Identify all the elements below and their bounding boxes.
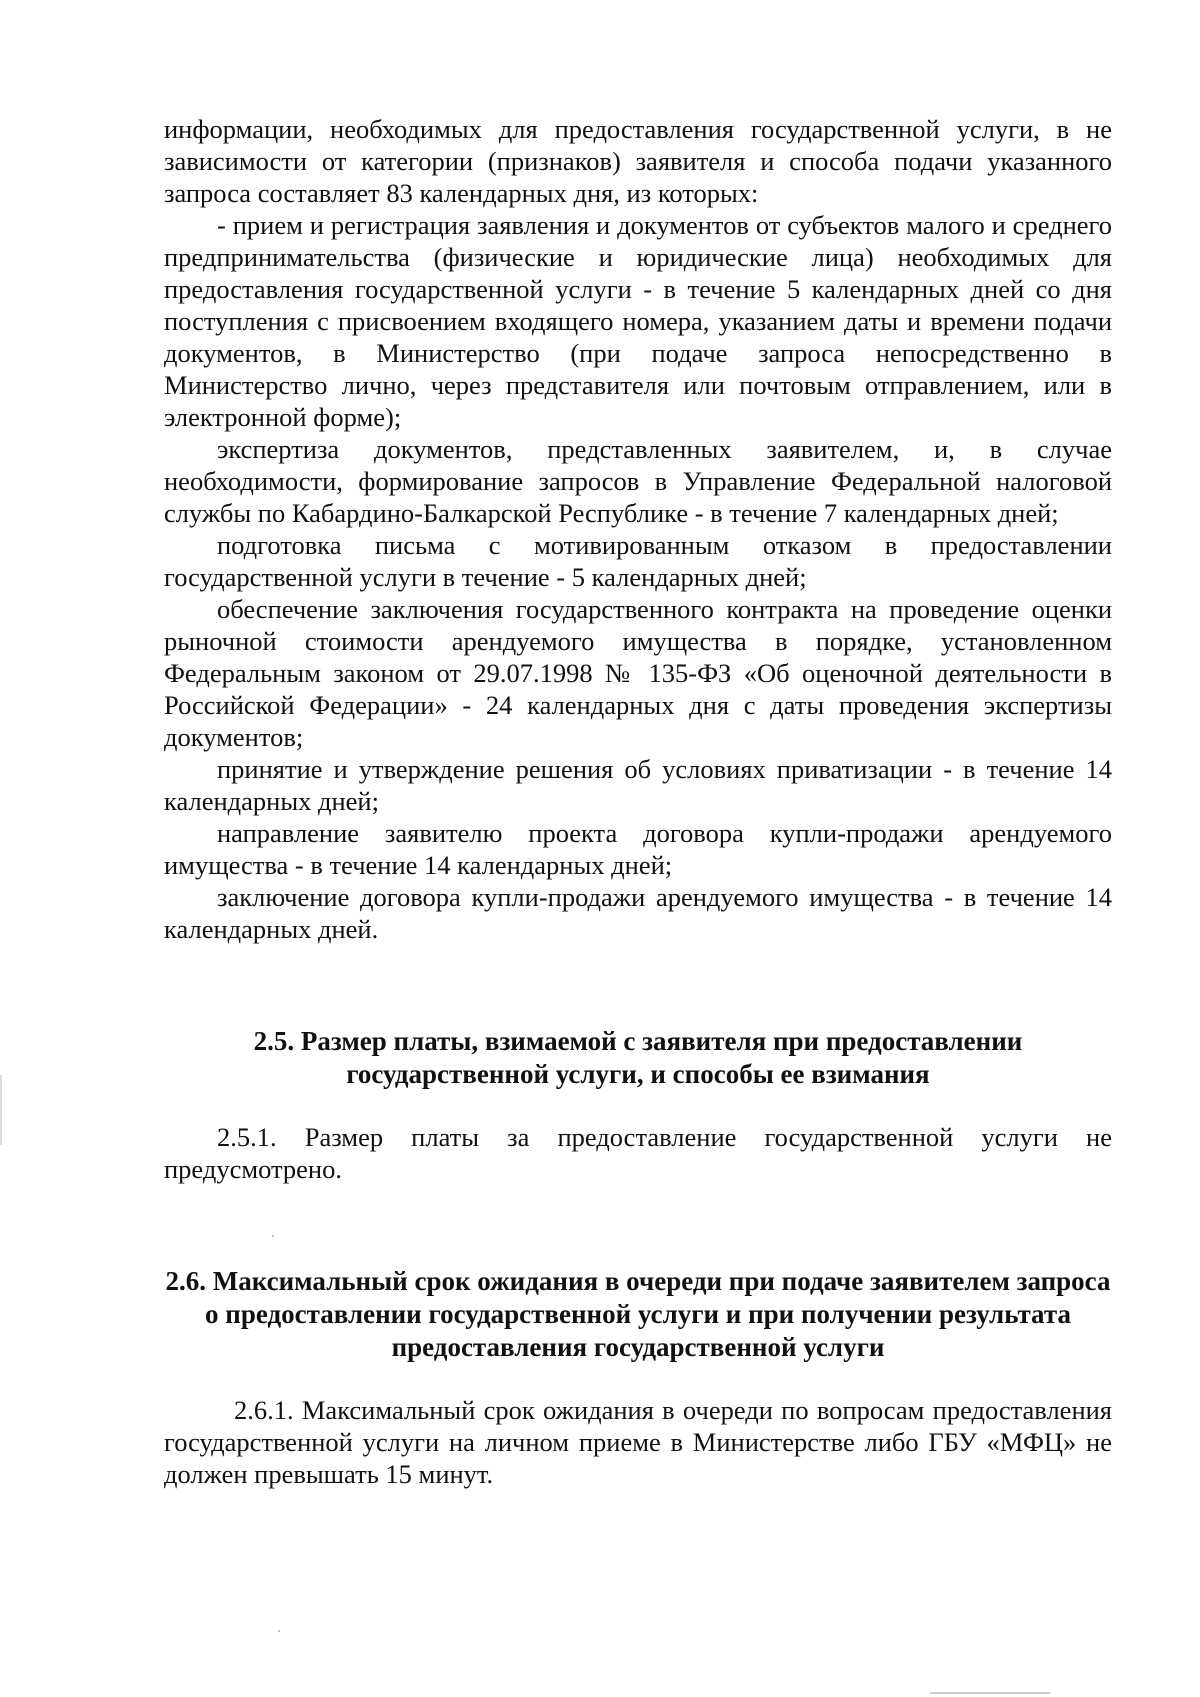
section-heading-2-5: 2.5. Размер платы, взимаемой с заявителя при предоставлении государственной услуги, и способы ее взимания [253, 1026, 1023, 1089]
scan-artifact-dot [278, 1630, 280, 1632]
section-paragraph-2-6-1: 2.6.1. Максимальный срок ожидания в очереди по вопросам предоставления государственной услуги на личном приеме в Министерстве либо ГБУ «МФЦ» не должен превышать 15 минут. [164, 1395, 1112, 1489]
scan-artifact-left-edge [0, 1075, 2, 1145]
list-item: экспертиза документов, представленных заявителем, и, в случае необходимости, формирование запросов в Управление Федеральной налоговой службы по Кабардино-Балкарской Республике - в течение 7 календарных дней; [164, 434, 1112, 528]
page-content [164, 113, 1112, 1490]
scan-artifact-bottom-line [930, 1692, 1050, 1694]
list-item: подготовка письма с мотивированным отказом в предоставлении государственной услуги в течение - 5 календарных дней; [164, 530, 1112, 592]
list-item: обеспечение заключения государственного контракта на проведение оценки рыночной стоимости арендуемого имущества в порядке, установленном Федеральным законом от 29.07.1998 № 135-ФЗ «Об оценочной деятельности в Российской Федерации» - 24 календарных дня с даты проведения экспертизы документов; [164, 594, 1112, 752]
list-item: заключение договора купли-продажи арендуемого имущества - в течение 14 календарных дней. [164, 882, 1112, 944]
list-item: - прием и регистрация заявления и документов от субъектов малого и среднего предпринимательства (физические и юридические лица) необходимых для предоставления государственной услуги - в течение 5 календарных дней со дня поступления с присвоением входящего номера, указанием даты и времени подачи документов, в Министерство (при подаче запроса непосредственно в Министерство лично, через представителя или почтовым отправлением, или в электронной форме); [164, 210, 1112, 432]
section-heading-2-6: 2.6. Максимальный срок ожидания в очереди при подаче заявителем запроса о предоставлении государственной услуги и при получении результата предоставления государственной услуги [165, 1266, 1111, 1362]
intro-paragraph: информации, необходимых для предоставления государственной услуги, в не зависимости от категории (признаков) заявителя и способа подачи указанного запроса составляет 83 календарных дня, из которых: [164, 114, 1112, 208]
list-item: принятие и утверждение решения об условиях приватизации - в течение 14 календарных дней; [164, 754, 1112, 816]
section-paragraph-2-5-1: 2.5.1. Размер платы за предоставление государственной услуги не предусмотрено. [164, 1122, 1112, 1184]
scan-artifact-dot [272, 1235, 274, 1237]
list-item: направление заявителю проекта договора купли-продажи арендуемого имущества - в течение 14 календарных дней; [164, 818, 1112, 880]
